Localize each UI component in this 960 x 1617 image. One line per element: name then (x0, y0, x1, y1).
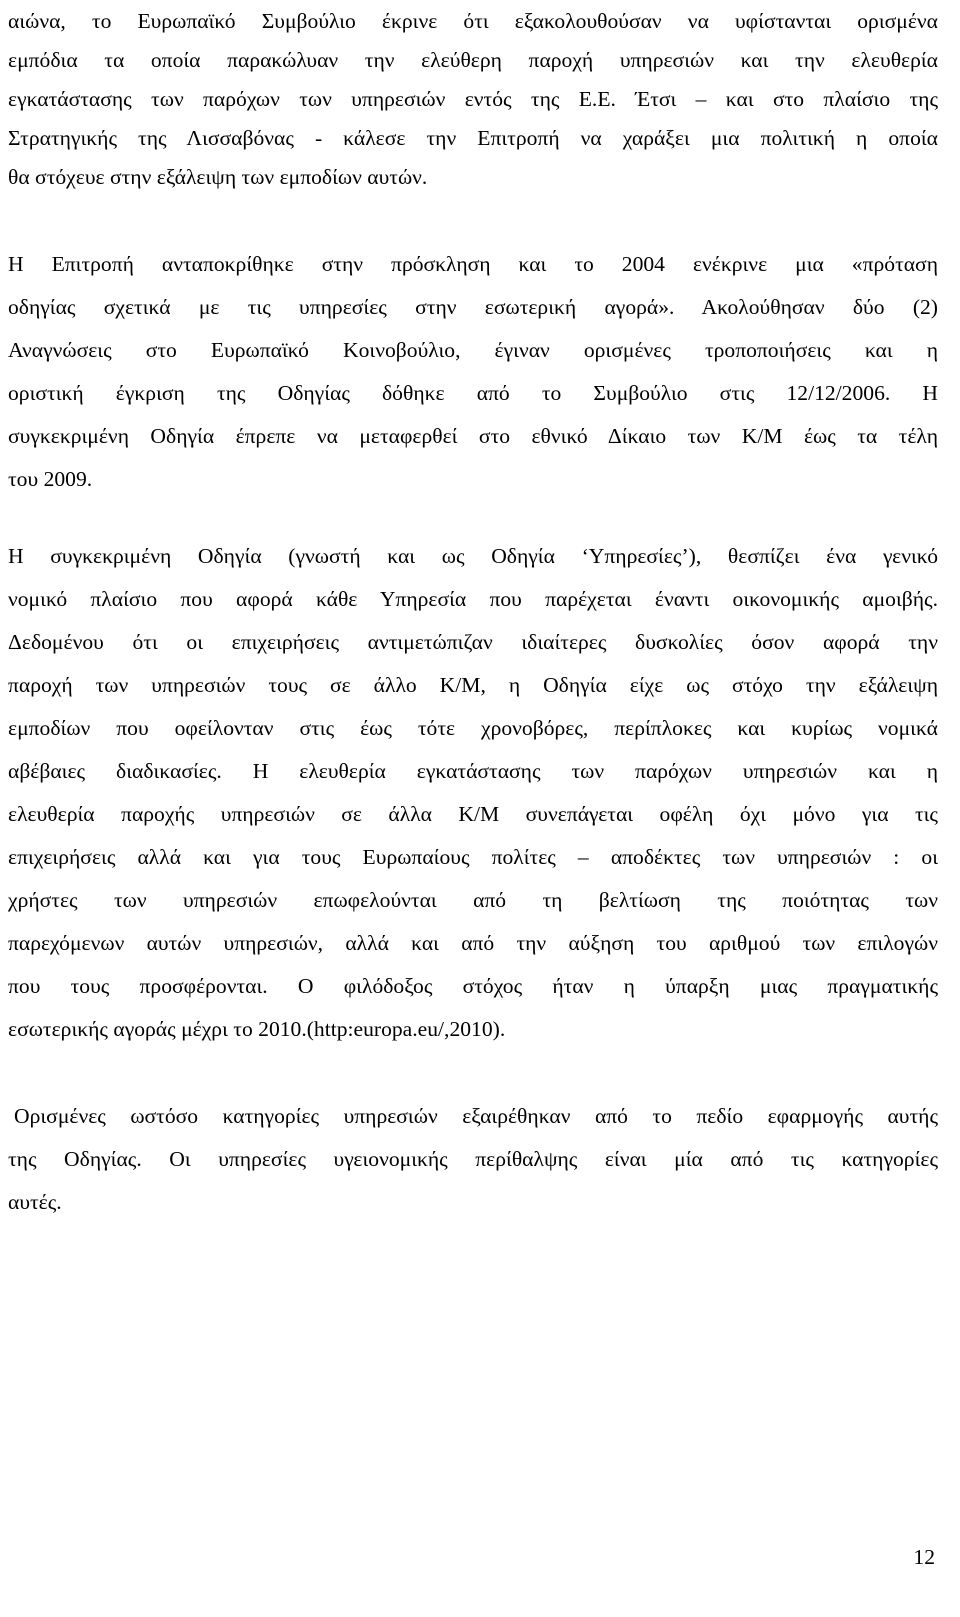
page-number: 12 (913, 1545, 935, 1569)
text-line: εμποδίων που οφείλονταν στις έως τότε χρονοβόρες, περίπλοκες και κυρίως νομικά (8, 716, 938, 740)
text-line: αιώνα, το Ευρωπαϊκό Συμβούλιο έκρινε ότι εξακολουθούσαν να υφίστανται ορισμένα (8, 9, 938, 33)
text-line: αβέβαιες διαδικασίες. Η ελευθερία εγκατάστασης των παρόχων υπηρεσιών και η (8, 759, 938, 783)
text-line: παροχή των υπηρεσιών τους σε άλλο Κ/Μ, η Οδηγία είχε ως στόχο την εξάλειψη (8, 673, 938, 697)
paragraph-3 (8, 535, 938, 1051)
paragraph-2 (8, 243, 938, 501)
text-line: Στρατηγικής της Λισσαβόνας - κάλεσε την Επιτροπή να χαράξει μια πολιτική η οποία (8, 126, 938, 150)
text-line: εγκατάστασης των παρόχων των υπηρεσιών εντός της Ε.Ε. Έτσι – και στο πλαίσιο της (8, 87, 938, 111)
text-line: Ορισμένες ωστόσο κατηγορίες υπηρεσιών εξαιρέθηκαν από το πεδίο εφαρμογής αυτής (14, 1104, 938, 1128)
text-line: εσωτερικής αγοράς μέχρι το 2010.(http:europa.eu/,2010). (8, 1017, 506, 1041)
text-line: Αναγνώσεις στο Ευρωπαϊκό Κοινοβούλιο, έγιναν ορισμένες τροποποιήσεις και η (8, 338, 938, 362)
text-line: οριστική έγκριση της Οδηγίας δόθηκε από το Συμβούλιο στις 12/12/2006. Η (8, 381, 938, 405)
text-line: χρήστες των υπηρεσιών επωφελούνται από τη βελτίωση της ποιότητας των (8, 888, 938, 912)
text-line: του 2009. (8, 467, 93, 491)
text-line: εμπόδια τα οποία παρακώλυαν την ελεύθερη παροχή υπηρεσιών και την ελευθερία (8, 48, 938, 72)
text-line: ελευθερία παροχής υπηρεσιών σε άλλα Κ/Μ συνεπάγεται οφέλη όχι μόνο για τις (8, 802, 938, 826)
text-line: της Οδηγίας. Οι υπηρεσίες υγειονομικής περίθαλψης είναι μία από τις κατηγορίες (8, 1147, 938, 1171)
text-line: οδηγίας σχετικά με τις υπηρεσίες στην εσωτερική αγορά». Ακολούθησαν δύο (2) (8, 295, 938, 319)
text-line: νομικό πλαίσιο που αφορά κάθε Υπηρεσία που παρέχεται έναντι οικονομικής αμοιβής. (8, 587, 938, 611)
paragraph-4 (8, 1095, 938, 1224)
paragraph-1 (8, 2, 938, 197)
text-line: επιχειρήσεις αλλά και για τους Ευρωπαίους πολίτες – αποδέκτες των υπηρεσιών : οι (8, 845, 938, 869)
text-line: θα στόχευε στην εξάλειψη των εμποδίων αυτών. (8, 165, 428, 189)
text-line: παρεχόμενων αυτών υπηρεσιών, αλλά και από την αύξηση του αριθμού των επιλογών (8, 931, 938, 955)
text-line: Δεδομένου ότι οι επιχειρήσεις αντιμετώπιζαν ιδιαίτερες δυσκολίες όσον αφορά την (8, 630, 938, 654)
text-line: που τους προσφέρονται. Ο φιλόδοξος στόχος ήταν η ύπαρξη μιας πραγματικής (8, 974, 938, 998)
text-line: Η Επιτροπή ανταποκρίθηκε στην πρόσκληση και το 2004 ενέκρινε μια «πρόταση (8, 252, 938, 276)
text-line: αυτές. (8, 1190, 62, 1214)
text-line: Η συγκεκριμένη Οδηγία (γνωστή και ως Οδηγία ‘Υπηρεσίες’), θεσπίζει ένα γενικό (8, 544, 938, 568)
text-line: συγκεκριμένη Οδηγία έπρεπε να μεταφερθεί στο εθνικό Δίκαιο των Κ/Μ έως τα τέλη (8, 424, 938, 448)
